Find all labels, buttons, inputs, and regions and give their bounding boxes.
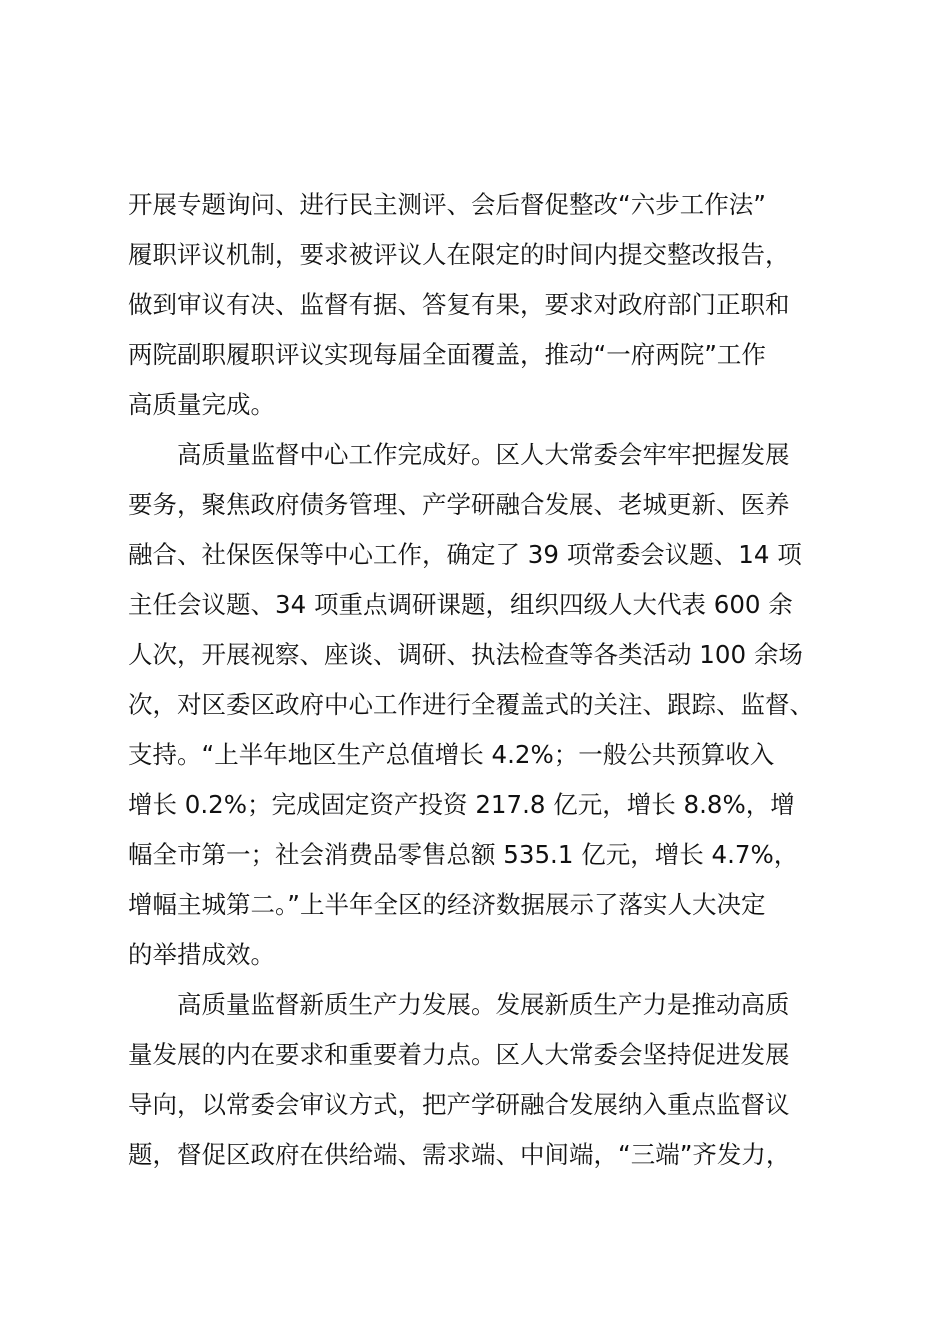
text-line: 导向，以常委会审议方式，把产学研融合发展纳入重点监督议: [128, 1090, 790, 1119]
text-line: 高质量监督新质生产力发展。发展新质生产力是推动高质: [128, 990, 790, 1019]
paragraph-3: [128, 980, 838, 1180]
text-line: 增幅主城第二。”上半年全区的经济数据展示了落实人大决定: [128, 890, 766, 919]
text-line: 增长 0.2%；完成固定资产投资 217.8 亿元，增长 8.8%，增: [128, 790, 795, 819]
text-line: 幅全市第一；社会消费品零售总额 535.1 亿元，增长 4.7%，: [128, 840, 799, 869]
text-line: 融合、社保医保等中心工作，确定了 39 项常委会议题、14 项: [128, 540, 802, 569]
text-line: 要务，聚焦政府债务管理、产学研融合发展、老城更新、医养: [128, 490, 790, 519]
text-line: 开展专题询问、进行民主测评、会后督促整改“六步工作法”: [128, 190, 766, 219]
text-line: 量发展的内在要求和重要着力点。区人大常委会坚持促进发展: [128, 1040, 790, 1069]
text-line: 题，督促区政府在供给端、需求端、中间端，“三端”齐发力，: [128, 1140, 791, 1169]
text-line: 履职评议机制，要求被评议人在限定的时间内提交整改报告，: [128, 240, 790, 269]
text-line: 支持。“上半年地区生产总值增长 4.2%；一般公共预算收入: [128, 740, 775, 769]
text-line: 做到审议有决、监督有据、答复有果，要求对政府部门正职和: [128, 290, 790, 319]
text-line: 的举措成效。: [128, 940, 275, 969]
text-line: 两院副职履职评议实现每届全面覆盖，推动“一府两院”工作: [128, 340, 766, 369]
paragraph-2: [128, 430, 838, 980]
text-line: 次，对区委区政府中心工作进行全覆盖式的关注、跟踪、监督、: [128, 690, 814, 719]
text-line: 主任会议题、34 项重点调研课题，组织四级人大代表 600 余: [128, 590, 793, 619]
paragraph-1: [128, 180, 838, 430]
text-line: 人次，开展视察、座谈、调研、执法检查等各类活动 100 余场: [128, 640, 803, 669]
text-line: 高质量完成。: [128, 390, 275, 419]
document-body: [128, 180, 838, 1180]
text-line: 高质量监督中心工作完成好。区人大常委会牢牢把握发展: [128, 440, 790, 469]
